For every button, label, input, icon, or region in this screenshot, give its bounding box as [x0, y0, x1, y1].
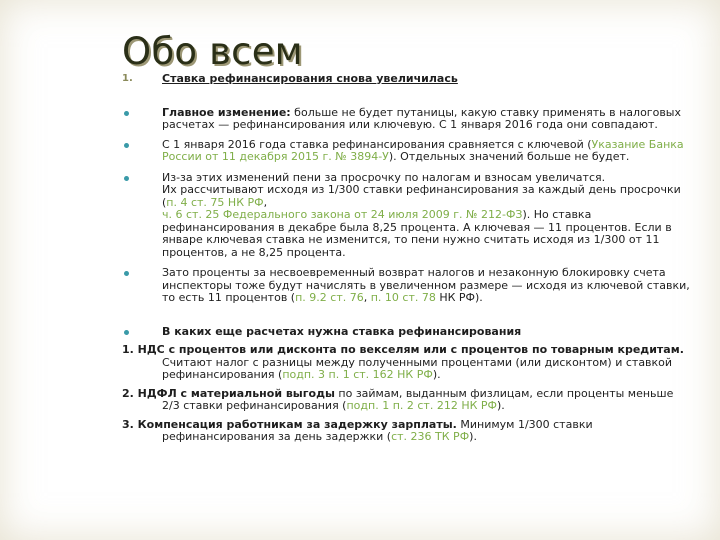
nk-212-link[interactable]: подп. 1 п. 2 ст. 212 НК РФ	[346, 399, 497, 412]
bullet-icon	[124, 271, 129, 276]
ndfl-heading: 2. НДФЛ с материальной выгоды	[122, 386, 335, 400]
tk-236-link[interactable]: ст. 236 ТК РФ	[391, 430, 470, 443]
nk-162-link[interactable]: подп. 3 п. 1 ст. 162 НК РФ	[282, 368, 433, 381]
nk-75-link[interactable]: п. 4 ст. 75 НК РФ	[166, 195, 264, 209]
list-item-other-uses	[122, 326, 692, 339]
interest-text: Зато проценты за несвоевременный возврат налогов и незаконную блокировку счета инспекторы тоже будут начислять в увеличенном размере — исходя из ключевой ставки, то есть 11 процентов (	[162, 266, 690, 304]
penalties-text: Их рассчитывают исходя из 1/300 ставки рефинансирования за каждый день просрочки (	[162, 183, 681, 209]
bullet-icon	[124, 330, 129, 335]
numbered-item-vat	[0, 344, 692, 382]
numbered-item-salary	[0, 419, 692, 444]
section-heading: Ставка рефинансирования снова увеличилась	[162, 72, 458, 85]
bullet-icon	[124, 176, 129, 181]
law-212-link[interactable]: ч. 6 ст. 25 Федерального закона от 24 июля 2009 г. № 212-ФЗ	[162, 208, 523, 221]
list-item-interest	[122, 267, 692, 305]
ndfl-text-end: ).	[497, 399, 505, 412]
list-item-main-change	[122, 107, 692, 132]
interest-text-end: НК РФ).	[435, 291, 483, 304]
list-item-penalties	[122, 172, 692, 260]
list-item-heading	[122, 73, 692, 86]
comma: ,	[263, 195, 268, 209]
nk-76-link[interactable]: п. 9.2 ст. 76	[295, 291, 364, 304]
penalties-intro: Из-за этих изменений пени за просрочку по налогам и взносам увеличатся.	[162, 170, 606, 184]
bullet-icon	[124, 143, 129, 148]
list-number: 1.	[122, 73, 133, 84]
vat-text: Считают налог с разницы между полученными процентами (или дисконтом) и ставкой рефинансирования (	[162, 355, 673, 381]
cbr-reference-link[interactable]: Указание Банка России от 11 декабря 2015 г. № 3894-У	[162, 137, 684, 163]
rate-equal-text-end: ). Отдельных значений больше не будет.	[388, 150, 630, 163]
vat-heading: 1. НДС с процентов или дисконта по векселям или с процентов по товарным кредитам.	[122, 343, 684, 356]
vat-text-end: ).	[432, 368, 441, 381]
numbered-item-ndfl	[0, 388, 692, 413]
salary-text: Минимум 1/300 ставки рефинансирования за день задержки (	[162, 417, 593, 443]
slide-title: Обо всем	[122, 30, 303, 73]
slide-content	[122, 73, 692, 444]
penalties-text-end: ). Но ставка рефинансирования в декабре была 8,25 процента. А ключевая — 11 процентов. Если в январе ключевая ставка не изменится, то пени нужно считать исходя из 1/300 от 11 процентов, а не 8,25 процента.	[162, 208, 672, 259]
salary-text-end: ).	[469, 430, 477, 443]
other-uses-heading: В каких еще расчетах нужна ставка рефинансирования	[162, 324, 522, 338]
rate-equal-text: С 1 января 2016 года ставка рефинансирования сравняется с ключевой (	[162, 137, 592, 151]
bullet-icon	[124, 111, 129, 116]
nk-78-link[interactable]: п. 10 ст. 78	[370, 291, 436, 304]
separator: ,	[363, 291, 371, 304]
salary-heading: 3. Компенсация работникам за задержку зарплаты.	[122, 417, 457, 431]
list-item-rate-equal	[122, 139, 692, 164]
main-change-label: Главное изменение:	[162, 105, 291, 119]
ndfl-text: по займам, выданным физлицам, если проценты меньше 2/3 ставки рефинансирования (	[162, 386, 674, 412]
main-change-text: больше не будет путаницы, какую ставку применять в налоговых расчетах — рефинансирования или ключевую. С 1 января 2016 года они совпадают.	[162, 105, 681, 131]
